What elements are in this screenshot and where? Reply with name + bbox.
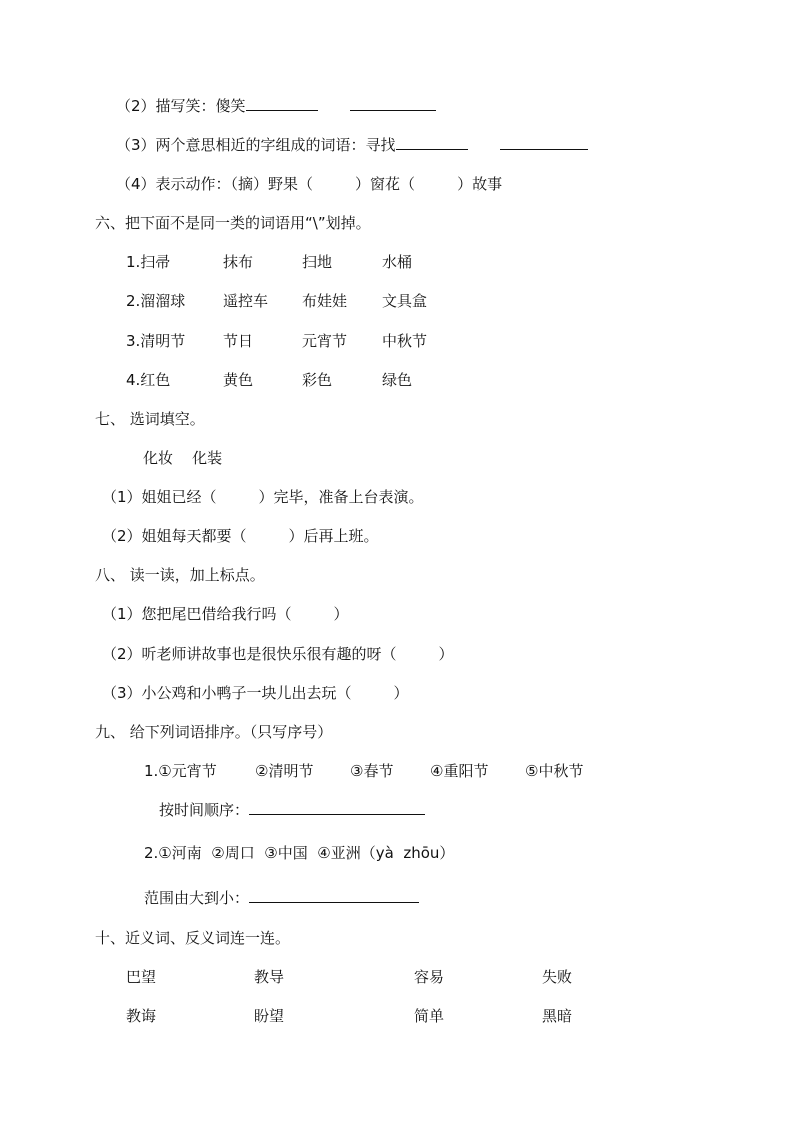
q6-word: 1.扫帚 xyxy=(126,253,171,271)
q10-word[interactable]: 巴望 xyxy=(126,968,157,986)
q7-options: 化妆 化装 xyxy=(143,449,223,467)
q6-word: 元宵节 xyxy=(302,332,348,350)
q10-word[interactable]: 容易 xyxy=(414,968,445,986)
q9-g1-prompt: 按时间顺序： xyxy=(159,801,250,819)
q6-word: 绿色 xyxy=(382,371,413,389)
q5-item-4-mid: ）窗花（ xyxy=(355,175,416,193)
q6-word: 彩色 xyxy=(302,371,333,389)
q5-item-4 xyxy=(116,174,502,194)
q10-word[interactable]: 失败 xyxy=(542,968,573,986)
q6-word: 遥控车 xyxy=(223,292,269,310)
q9-g1-item: ②清明节 xyxy=(255,762,314,780)
q5-item-2-label: （2）描写笑：傻笑 xyxy=(116,97,246,115)
q10-word[interactable]: 教导 xyxy=(254,968,285,986)
q8-s2-post: ） xyxy=(438,645,454,663)
q9-g2-prompt: 范围由大到小： xyxy=(144,889,250,907)
q9-g1-item: ③春节 xyxy=(350,762,394,780)
q5-item-3-blank-1[interactable] xyxy=(396,135,468,150)
q5-item-3 xyxy=(116,135,588,155)
q8-s3-post: ） xyxy=(393,684,409,702)
q10-heading: 十、近义词、反义词连一连。 xyxy=(95,929,291,947)
q9-g1-item: 1.①元宵节 xyxy=(144,762,217,780)
q7-s1-post: ）完毕，准备上台表演。 xyxy=(258,488,424,506)
q9-g1-answer xyxy=(159,800,425,820)
q5-item-2 xyxy=(116,96,436,116)
q10-word[interactable]: 教诲 xyxy=(126,1007,157,1025)
q6-heading: 六、把下面不是同一类的词语用“\”划掉。 xyxy=(95,214,371,232)
q8-s2-pre: （2）听老师讲故事也是很快乐很有趣的呀（ xyxy=(102,645,397,663)
q7-s1-pre: （1）姐姐已经（ xyxy=(102,488,217,506)
q9-g2-items: 2.①河南 ②周口 ③中国 ④亚洲（yà zhōu） xyxy=(144,844,455,862)
q8-heading: 八、 读一读，加上标点。 xyxy=(95,566,265,584)
q6-word: 文具盒 xyxy=(382,292,428,310)
q8-sentence-3 xyxy=(102,683,409,703)
q6-word: 布娃娃 xyxy=(302,292,348,310)
q8-s1-post: ） xyxy=(333,605,349,623)
q7-s2-post: ）后再上班。 xyxy=(288,527,379,545)
q6-word: 抹布 xyxy=(223,253,254,271)
q5-item-4-prefix: （4）表示动作：（摘）野果（ xyxy=(116,175,314,193)
q9-g1-item: ⑤中秋节 xyxy=(525,762,584,780)
q8-s3-pre: （3）小公鸡和小鸭子一块儿出去玩（ xyxy=(102,684,352,702)
q9-g1-answer-line[interactable] xyxy=(249,800,425,815)
q6-word: 中秋节 xyxy=(382,332,428,350)
q9-g1-item: ④重阳节 xyxy=(430,762,489,780)
q7-s2-pre: （2）姐姐每天都要（ xyxy=(102,527,247,545)
q8-s1-pre: （1）您把尾巴借给我行吗（ xyxy=(102,605,292,623)
q9-g2-answer-line[interactable] xyxy=(249,888,419,903)
q9-g2-answer xyxy=(144,888,419,908)
q7-sentence-1 xyxy=(102,487,424,507)
q6-word: 4.红色 xyxy=(126,371,171,389)
q5-item-2-blank-1[interactable] xyxy=(246,96,318,111)
q8-sentence-1 xyxy=(102,604,349,624)
q5-item-2-blank-2[interactable] xyxy=(350,96,436,111)
q7-heading: 七、 选词填空。 xyxy=(95,410,205,428)
q10-word[interactable]: 黑暗 xyxy=(542,1007,573,1025)
q7-sentence-2 xyxy=(102,526,379,546)
q6-word: 节日 xyxy=(223,332,254,350)
q6-word: 3.清明节 xyxy=(126,332,186,350)
q6-word: 2.溜溜球 xyxy=(126,292,186,310)
q10-word[interactable]: 简单 xyxy=(414,1007,445,1025)
q6-word: 水桶 xyxy=(382,253,413,271)
q9-heading: 九、 给下列词语排序。（只写序号） xyxy=(95,723,333,741)
q6-word: 扫地 xyxy=(302,253,333,271)
q10-word[interactable]: 盼望 xyxy=(254,1007,285,1025)
q6-word: 黄色 xyxy=(223,371,254,389)
q5-item-3-blank-2[interactable] xyxy=(500,135,588,150)
q5-item-3-label: （3）两个意思相近的字组成的词语：寻找 xyxy=(116,136,396,154)
q8-sentence-2 xyxy=(102,644,454,664)
q5-item-4-end: ）故事 xyxy=(457,175,503,193)
